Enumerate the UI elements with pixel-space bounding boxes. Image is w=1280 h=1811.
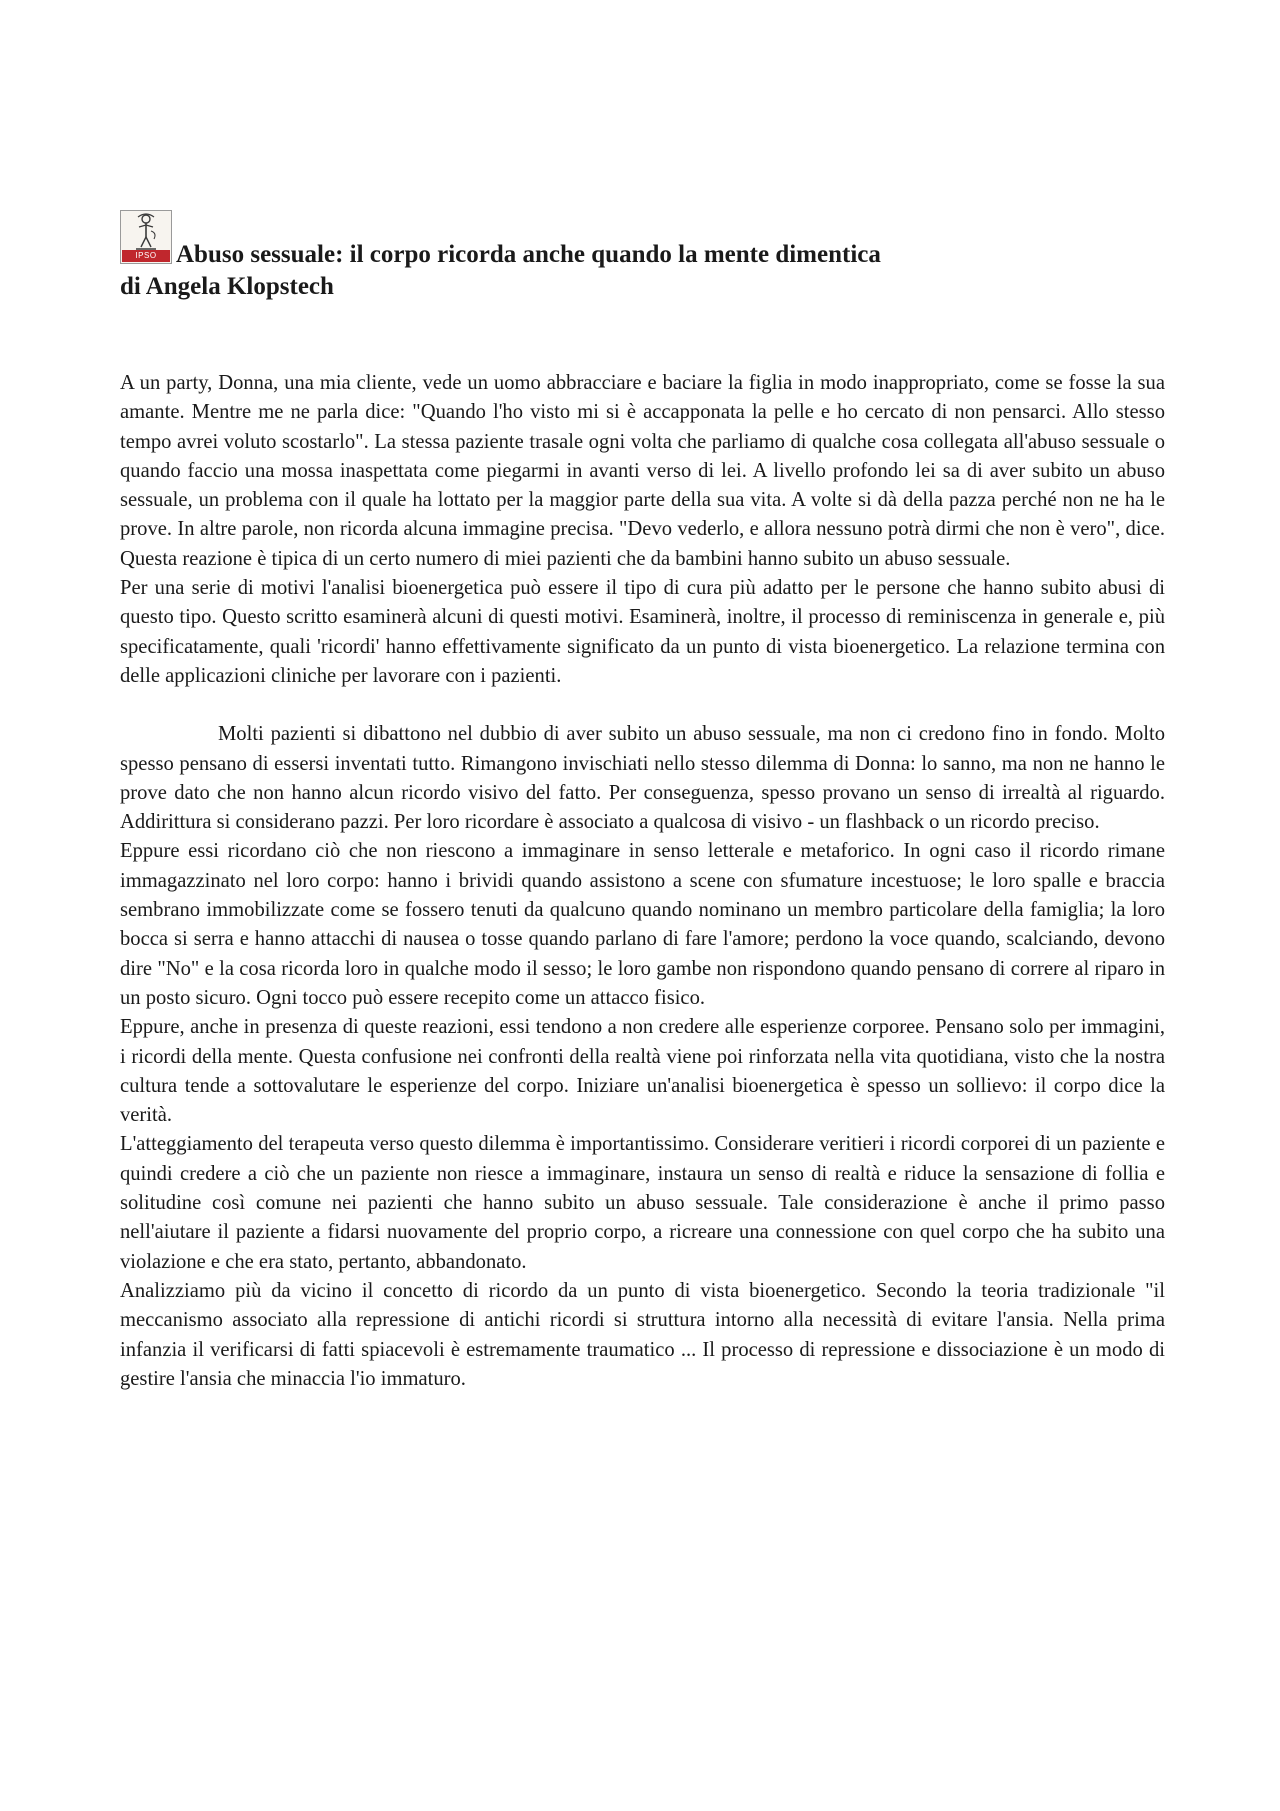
paragraph: Molti pazienti si dibattono nel dubbio di aver subito un abuso sessuale, ma non ci credono fino in fondo. Molto spesso pensano di essersi inventati tutto. Rimangono invischiati nello stesso dilemma di Donna: lo sanno, ma non ne hanno le prove dato che non hanno alcun ricordo visivo del fatto. Per conseguenza, spesso provano un senso di irrealtà al riguardo. Addirittura si considerano pazzi. Per loro ricordare è associato a qualcosa di visivo - un flashback o un ricordo preciso. bbox=[120, 723, 1165, 834]
logo-band-text: IPSO bbox=[122, 250, 170, 262]
paragraph-spacer bbox=[120, 691, 1165, 720]
paragraph: L'atteggiamento del terapeuta verso questo dilemma è importantissimo. Considerare veritieri i ricordi corporei di un paziente e quindi credere a ciò che un paziente non riesce a immaginare, instaura un senso di realtà e riduce la sensazione di follia e solitudine così comune nei pazienti che hanno subito un abuso sessuale. Tale considerazione è anche il primo passo nell'aiutare il paziente a fidarsi nuovamente del proprio corpo, a ricreare una connessione con quel corpo che ha subito una violazione e che era stato, pertanto, abbandonato. bbox=[120, 1133, 1165, 1273]
document-body bbox=[120, 369, 1165, 1394]
paragraph: Eppure essi ricordano ciò che non riescono a immaginare in senso letterale e metaforico. In ogni caso il ricordo rimane immagazzinato nel loro corpo: hanno i brividi quando assistono a scene con sfumature incestuose; le loro spalle e braccia sembrano immobilizzate come se fossero tenuti da qualcuno quando nominano un membro particolare della famiglia; la loro bocca si serra e hanno attacchi di nausea o tosse quando parlano di fare l'amore; perdono la voce quando, scalciando, devono dire "No" e la cosa ricorda loro in qualche modo il sesso; le loro gambe non rispondono quando pensano di correre al riparo in un posto sicuro. Ogni tocco può essere recepito come un attacco fisico. bbox=[120, 840, 1165, 1009]
document-title: Abuso sessuale: il corpo ricorda anche quando la mente dimentica bbox=[176, 241, 881, 268]
paragraph: Per una serie di motivi l'analisi bioenergetica può essere il tipo di cura più adatto per le persone che hanno subito abusi di questo tipo. Questo scritto esaminerà alcuni di questi motivi. Esaminerà, inoltre, il processo di reminiscenza in generale e, più specificatamente, quali 'ricordi' hanno effettivamente significato da un punto di vista bioenergetico. La relazione termina con delle applicazioni cliniche per lavorare con i pazienti. bbox=[120, 577, 1165, 687]
paragraph: A un party, Donna, una mia cliente, vede un uomo abbracciare e baciare la figlia in modo inappropriato, come se fosse la sua amante. Mentre me ne parla dice: "Quando l'ho visto mi si è accapponata la pelle e ho cercato di non pensarci. Allo stesso tempo avrei voluto scostarlo". La stessa paziente trasale ogni volta che parliamo di qualche cosa collegata all'abuso sessuale o quando faccio una mossa inaspettata come piegarmi in avanti verso di lei. A livello profondo lei sa di aver subito un abuso sessuale, un problema con il quale ha lottato per la maggior parte della sua vita. A volte si dà della pazza perché non ne ha le prove. In altre parole, non ricorda alcuna immagine precisa. "Devo vederlo, e allora nessuno potrà dirmi che non è vero", dice. Questa reazione è tipica di un certo numero di miei pazienti che da bambini hanno subito un abuso sessuale. bbox=[120, 372, 1165, 570]
document-author: di Angela Klopstech bbox=[120, 273, 334, 300]
paragraph: Analizziamo più da vicino il concetto di ricordo da un punto di vista bioenergetico. Secondo la teoria tradizionale "il meccanismo associato alla repressione di antichi ricordi si struttura intorno alla necessità di evitare l'ansia. Nella prima infanzia il verificarsi di fatti spiacevoli è estremamente traumatico ... Il processo di repressione e dissociazione è un modo di gestire l'ansia che minaccia l'io immaturo. bbox=[120, 1279, 1165, 1390]
paragraph: Eppure, anche in presenza di queste reazioni, essi tendono a non credere alle esperienze corporee. Pensano solo per immagini, i ricordi della mente. Questa confusione nei confronti della realtà viene poi rinforzata nella vita quotidiana, visto che la nostra cultura tende a sottovalutare le esperienze del corpo. Iniziare un'analisi bioenergetica è spesso un sollievo: il corpo dice la verità. bbox=[120, 1016, 1165, 1127]
ipso-logo-icon bbox=[121, 211, 171, 251]
ipso-logo bbox=[120, 210, 172, 264]
